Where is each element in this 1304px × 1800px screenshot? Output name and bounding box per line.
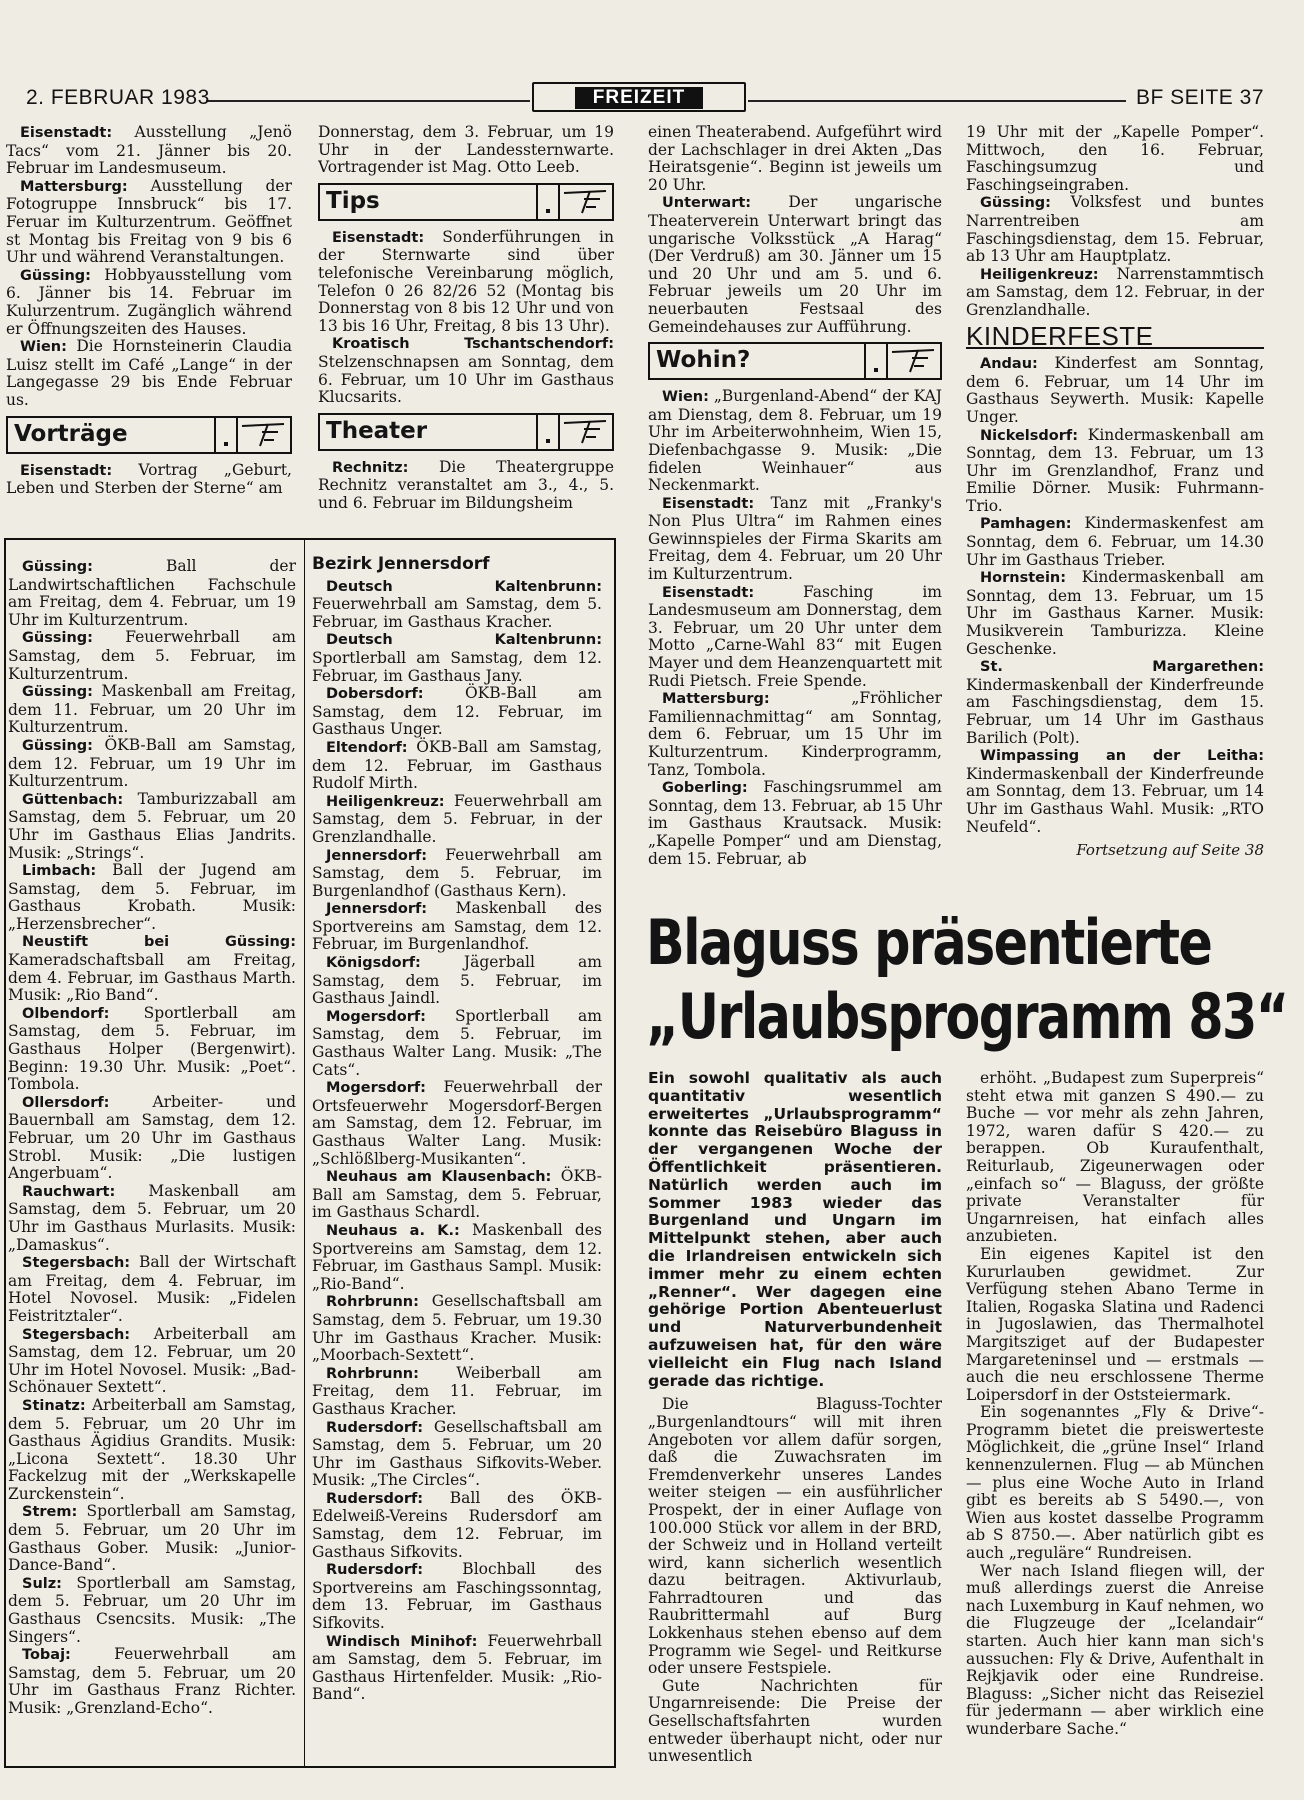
- ball-entry: [312, 1079, 602, 1168]
- event-details: Feuerwehrball der Ortsfeuerwehr Mogersdorf-Bergen am Samstag, dem 12. Februar, im Gasthaus Walter Lang. Musik: „Schlößlberg-Musikanten“.: [312, 1078, 602, 1168]
- wohin-entry: [648, 690, 942, 779]
- event-location: Tobaj:: [22, 1647, 71, 1664]
- event-location: Goberling:: [662, 780, 748, 797]
- event-location: St. Margarethen:: [980, 659, 1264, 676]
- event-location: Stegersbach:: [22, 1255, 131, 1272]
- ball-entry: [312, 631, 602, 685]
- article-left-column: [648, 1070, 942, 1770]
- wohin-entry: [648, 584, 942, 691]
- tips-entry: [318, 335, 614, 406]
- kinderfest-entry: [966, 658, 1264, 747]
- section-heading-wohin: Wohin?: [648, 342, 942, 380]
- event-details: Maskenball am Samstag, dem 5. Februar, um 20 Uhr im Gasthaus Murlasits. Musik: „Damaskus“.: [8, 1181, 296, 1254]
- event-location: Mattersburg:: [20, 178, 128, 195]
- ball-entry: [312, 685, 602, 739]
- event-location: Kroatisch Tschantschendorf:: [332, 336, 614, 353]
- event-location: Andau:: [980, 356, 1038, 373]
- ball-listings-divider: [304, 538, 305, 1768]
- event-location: Güssing:: [22, 737, 93, 754]
- ball-entry: [312, 954, 602, 1008]
- event-location: Rudersdorf:: [326, 1490, 424, 1507]
- headline-line-1: Blaguss präsentierte: [646, 906, 1212, 979]
- ball-entry: [312, 1293, 602, 1364]
- event-details: Feuerwehrball am Samstag, dem 5. Februar, in der Grenzlandhalle.: [312, 791, 602, 846]
- event-location: Strem:: [22, 1504, 78, 1521]
- kinderfest-entry: [966, 427, 1264, 516]
- exhibition-entry: [6, 178, 292, 267]
- event-details: Maskenball des Sportvereins am Samstag, dem 12. Februar, im Burgenlandhof.: [312, 899, 602, 954]
- event-details: Der ungarische Theaterverein Unterwart bringt das ungarische Volksstück „A Harag“ (Der Verdruß) am 30. Jänner um 15 und 20 Uhr und am 5. und 6. Februar jeweils um 20 Uhr im neuerbauten Festsaal des Gemeindehauses zur Aufführung.: [648, 193, 942, 336]
- ball-entry: [8, 1005, 296, 1094]
- event-location: Güssing:: [22, 630, 93, 647]
- ball-entry: [8, 683, 296, 737]
- event-details: Faschingsrummel am Sonntag, dem 13. Februar, ab 15 Uhr im Gasthaus Krautsack. Musik: „Kapelle Pomper“ und am Dienstag, dem 15. Februar, ab: [648, 778, 942, 868]
- event-details: „Burgenland-Abend“ der KAJ am Dienstag, dem 8. Februar, um 19 Uhr im Arbeiterwohnheim, Wien 15, Diefenbachgasse 9. Musik: „Die fidelen Weinhauer“ aus Neckenmarkt.: [648, 387, 942, 495]
- event-location: Eisenstadt:: [20, 125, 113, 141]
- event-details: Feuerwehrball am Samstag, dem 5. Februar, im Gasthaus Kracher.: [312, 595, 602, 631]
- event-details: Sonderführungen in der Sternwarte sind über telefonische Vereinbarung möglich, Telefon 0 26 82/26 52 (Montag bis Donnerstag von 8 bis 12 Uhr und von 13 bis 16 Uhr, Freitag, 8 bis 13 Uhr).: [318, 227, 614, 335]
- event-details: Ball der Jugend am Samstag, dem 5. Februar, im Gasthaus Krobath. Musik: „Herzensbrecher“.: [8, 861, 296, 933]
- kinderfest-entry: [966, 355, 1264, 426]
- ball-entry: [312, 793, 602, 847]
- event-location: Sulz:: [22, 1575, 62, 1592]
- wohin-entry: [648, 495, 942, 584]
- event-details: Arbeiter- und Bauernball am Samstag, dem 12. Februar, um 20 Uhr im Gasthaus Strobl. Musik: „Die lustigen Angerbuam“.: [8, 1092, 296, 1183]
- event-location: Pamhagen:: [980, 516, 1072, 533]
- column-guessing-balls: [8, 558, 296, 1758]
- wohin-entry: [648, 388, 942, 495]
- event-location: Deutsch Kaltenbrunn:: [326, 632, 602, 649]
- ball-entry: [312, 1561, 602, 1632]
- event-details: Maskenball am Freitag, dem 11. Februar, um 20 Uhr im Kulturzentrum.: [8, 682, 296, 737]
- ball-entry: [8, 1575, 296, 1646]
- wohin-continued: 19 Uhr mit der „Kapelle Pomper“. Mittwoch, den 16. Februar, Faschingsumzug und Faschingseingraben.: [966, 124, 1264, 194]
- event-location: Wien:: [662, 389, 709, 406]
- tips-entry: [318, 229, 614, 336]
- event-details: Maskenball des Sportvereins am Samstag, dem 12. Februar, im Gasthaus Sampl. Musik: „Rio-Band“.: [312, 1220, 602, 1293]
- event-details: Feuerwehrball am Samstag, dem 5. Februar, um 20 Uhr im Gasthaus Franz Richter. Musik: „Grenzland-Echo“.: [8, 1645, 296, 1717]
- event-location: Eltendorf:: [326, 739, 408, 756]
- issue-date: 2. FEBRUAR 1983: [26, 86, 210, 109]
- article-paragraph: Wer nach Island fliegen will, der muß allerdings zuerst die Anreise nach Luxemburg in Kauf nehmen, wo die Flugzeuge der „Icelandair“ starten. Auch hier kann man sich's aussuchen: Fly & Drive, Aufenthalt in Rejkjavik oder eine Rundreise. Blaguss: „Sicher nicht das Reiseziel für jedermann — aber wirklich eine wunderbare Sache.“: [966, 1561, 1264, 1738]
- ball-entry: [8, 1254, 296, 1325]
- event-location: Neustift bei Güssing:: [22, 934, 296, 951]
- event-location: Wimpassing an der Leitha:: [980, 748, 1264, 765]
- event-details: Tanz mit „Franky's Non Plus Ultra“ im Rahmen eines Gewinnspieles der Firma Skarits am Freitag, dem 4. Februar, um 20 Uhr im Kulturzentrum.: [648, 493, 942, 584]
- section-heading-vortraege: Vorträge: [6, 416, 292, 454]
- ball-entry: [8, 1503, 296, 1574]
- theater-entry: [648, 194, 942, 336]
- event-location: Güssing:: [22, 684, 93, 701]
- event-location: Mattersburg:: [662, 691, 770, 708]
- event-details: Sportlerball am Samstag, dem 5. Februar, im Gasthaus Holper (Bergenwirt). Beginn: 19.30 Uhr. Musik: „Poet“. Tombola.: [8, 1003, 296, 1094]
- event-details: Kindermaskenball der Kinderfreunde am Faschingsdienstag, dem 15. Februar, um 14 Uhr im Gasthaus Barilich (Polt).: [966, 675, 1264, 747]
- event-location: Nickelsdorf:: [980, 427, 1078, 444]
- exhibition-entry: [6, 338, 292, 409]
- ball-entry: [312, 847, 602, 901]
- event-location: Mogersdorf:: [326, 1008, 426, 1025]
- event-location: Rauchwart:: [22, 1183, 116, 1200]
- article-paragraph: Ein sogenanntes „Fly & Drive“-Programm bietet die preiswerteste Möglichkeit, die „grüne Insel“ Irland kennenzulernen. Flug — ab München — plus eine Woche Auto in Irland gibt es bereits ab S 5490.—, von Wien aus kostet dasselbe Programm ab S 8750.—. Aber natürlich gibt es auch „reguläre“ Rundreisen.: [966, 1403, 1264, 1563]
- event-location: Hornstein:: [980, 570, 1067, 587]
- fasching-entry: [966, 194, 1264, 265]
- kinderfest-entry: [966, 569, 1264, 658]
- ball-entry: [312, 578, 602, 632]
- exhibition-entry: [6, 124, 292, 178]
- event-details: Weiberball am Freitag, dem 11. Februar, im Gasthaus Kracher.: [312, 1363, 602, 1418]
- article-headline: [646, 906, 1288, 1066]
- kinderfest-entry: [966, 747, 1264, 836]
- article-right-column: [966, 1070, 1264, 1770]
- article-lead: Ein sowohl qualitativ als auch quantitativ wesentlich erweitertes „Urlaubsprogramm“ konnte das Reisebüro Blaguss in der vergangenen Woche der Öffentlichkeit präsentieren. Natürlich werden auch im Sommer 1983 wieder das Burgenland und Ungarn im Mittelpunkt stehen, aber auch die Irlandreisen entwickeln sich immer mehr zu einem echten „Renner“. Wer dagegen eine gehörige Portion Abenteuerlust und Naturverbundenheit aufzuweisen hat, für den wäre vielleicht ein Flug nach Island gerade das richtige.: [648, 1070, 942, 1390]
- event-location: Güttenbach:: [22, 791, 124, 808]
- event-details: Kindermaskenball am Sonntag, dem 13. Februar, um 13 Uhr im Grenzlandhof, Franz und Emilie Dörner. Musik: Fuhrmann-Trio.: [966, 425, 1264, 515]
- event-details: Hobbyausstellung vom 6. Jänner bis 14. Februar im Kulurzentrum. Zugänglich während er Öffnungszeiten des Hauses.: [6, 265, 292, 338]
- district-heading: Bezirk Jennersdorf: [312, 554, 490, 574]
- event-details: Ausstellung „Jenö Tacs“ vom 21. Jänner bis 20. Februar im Landesmuseum.: [6, 124, 292, 178]
- event-details: ÖKB-Ball am Samstag, dem 12. Februar, im Gasthaus Rudolf Mirth.: [312, 737, 602, 793]
- ball-entry: [312, 1008, 602, 1079]
- article-paragraph: erhöht. „Budapest zum Superpreis“ steht etwa mit ganzen S 490.— zu Buche — vor mehr als zehn Jahren, 1972, waren dafür S 420.— zu berappen. Ob Kuraufenthalt, Reiturlaub, Zigeunerwagen oder „einfach so“ — Blaguss, der größte private Veranstalter für Ungarnreisen, hat einfach alles anzubieten.: [966, 1070, 1264, 1246]
- event-location: Olbendorf:: [22, 1005, 110, 1022]
- event-details: Ball des ÖKB-Edelweiß-Vereins Rudersdorf am Samstag, dem 12. Februar, im Gasthaus Sifkovits.: [312, 1488, 602, 1561]
- ball-entry: [312, 1222, 602, 1293]
- pointing-hand-icon: [888, 344, 940, 378]
- ball-entry: [8, 737, 296, 791]
- header-rule-left: [206, 100, 530, 102]
- pointing-hand-icon: [560, 185, 612, 219]
- event-location: Ollersdorf:: [22, 1094, 110, 1111]
- event-details: Blochball des Sportvereins am Faschingssonntag, dem 13. Februar, im Gasthaus Sifkovits.: [312, 1560, 602, 1633]
- event-location: Eisenstadt:: [332, 229, 425, 246]
- pointing-hand-icon: [238, 418, 290, 452]
- event-details: Ball der Wirtschaft am Freitag, dem 4. Februar, im Hotel Novosel. Musik: „Fidelen Feistritztaler“.: [8, 1253, 296, 1325]
- event-details: Kindermaskenfest am Sonntag, dem 6. Februar, um 14.30 Uhr im Gasthaus Trieber.: [966, 514, 1264, 569]
- event-location: Deutsch Kaltenbrunn:: [326, 578, 602, 595]
- article-paragraph: Gute Nachrichten für Ungarnreisende: Die Preise der Gesellschaftsfahrten wurden entweder überhaupt nicht, oder nur unwesentlich: [648, 1676, 942, 1766]
- ball-entry: [8, 1397, 296, 1504]
- headline-line-2: „Urlaubsprogramm 83“: [646, 980, 1288, 1053]
- event-details: ÖKB-Ball am Samstag, dem 12. Februar, im Gasthaus Unger.: [312, 684, 602, 739]
- ball-entry: [8, 933, 296, 1004]
- event-details: Ball der Landwirtschaftlichen Fachschule am Freitag, dem 4. Februar, um 19 Uhr im Kulturzentrum.: [8, 558, 296, 629]
- ball-entry: [312, 739, 602, 793]
- kinderfest-entry: [966, 515, 1264, 569]
- event-location: Heiligenkreuz:: [980, 266, 1099, 283]
- event-location: Güssing:: [20, 267, 91, 284]
- ball-entry: [8, 1326, 296, 1397]
- column-kinderfeste: [966, 124, 1264, 896]
- article-paragraph: Die Blaguss-Tochter „Burgenlandtours“ will mit ihren Angeboten vor allem dafür sorgen, daß die Zuwachsraten im Fremdenverkehr unseres Landes weiter steigen — ein ausführlicher Prospekt, der in einer Auflage von 100.000 Stück vor allem in der BRD, der Schweiz und in Holland verteilt wird, kann sicherlich wesentlich dazu beitragen. Aktivurlaub, Fahrradtouren und das Raubrittermahl auf Burg Lokkenhaus stehen ebenso auf dem Programm wie Segel- und Reitkurse oder unsere Festspiele.: [648, 1395, 942, 1678]
- event-details: Gesellschaftsball am Samstag, dem 5. Februar, um 20 Uhr im Gasthaus Sifkovits-Weber. Musik: „The Circles“.: [312, 1417, 602, 1490]
- event-details: Stelzenschnapsen am Sonntag, dem 6. Februar, um 10 Uhr im Gasthaus Klucsarits.: [318, 352, 614, 407]
- section-label: FREIZEIT: [532, 82, 746, 112]
- ball-entry: [8, 791, 296, 862]
- ball-entry: [8, 1183, 296, 1254]
- event-details: Feuerwehrball am Samstag, dem 5. Februar, im Gasthaus Hirtenfelder. Musik: „Rio-Band“.: [312, 1631, 602, 1704]
- event-location: Unterwart:: [662, 195, 752, 212]
- event-details: Kindermaskenball der Kinderfreunde am Sonntag, dem 13. Februar, um 14 Uhr im Gasthaus Wahl. Musik: „RTO Neufeld“.: [966, 764, 1264, 836]
- event-location: Wien:: [20, 339, 67, 356]
- event-location: Stinatz:: [22, 1397, 86, 1414]
- ball-entry: [312, 1365, 602, 1419]
- event-details: Feuerwehrball am Samstag, dem 5. Februar, im Burgenlandhof (Gasthaus Kern).: [312, 845, 602, 900]
- ball-entry: [8, 1646, 296, 1717]
- exhibition-entry: [6, 267, 292, 338]
- theater-continued: einen Theaterabend. Aufgeführt wird der Lachschlager in drei Akten „Das Heiratsgenie“. Beginn ist jeweils um 20 Uhr.: [648, 124, 942, 194]
- event-location: Eisenstadt:: [662, 584, 755, 601]
- event-details: Sportlerball am Samstag, dem 5. Februar, um 20 Uhr im Gasthaus Gober. Musik: „Junior-Dance-Band“.: [8, 1502, 296, 1575]
- event-location: Jennersdorf:: [326, 847, 428, 864]
- column-tips: [318, 124, 614, 534]
- event-details: Gesellschaftsball am Samstag, dem 5. Februar, um 19.30 Uhr im Gasthaus Kracher. Musik: „Moorbach-Sextett“.: [312, 1292, 602, 1365]
- event-location: Königsdorf:: [326, 955, 421, 972]
- event-location: Güssing:: [22, 559, 93, 575]
- event-details: Jägerball am Samstag, dem 5. Februar, im Gasthaus Jaindl.: [312, 953, 602, 1008]
- event-details: Fasching im Landesmuseum am Donnerstag, dem 3. Februar, um 20 Uhr unter dem Motto „Carne-Wahl 83“ mit Eugen Mayer und dem Heanzenquartett mit Rudi Pietsch. Freie Spende.: [648, 582, 942, 690]
- section-heading-theater: Theater: [318, 413, 614, 451]
- event-details: Arbeiterball am Samstag, dem 12. Februar, um 20 Uhr im Hotel Novosel. Musik: „Bad-Schönauer Sextett“.: [8, 1324, 296, 1397]
- event-location: Limbach:: [22, 863, 97, 880]
- event-location: Stegersbach:: [22, 1326, 131, 1343]
- event-location: Dobersdorf:: [326, 686, 424, 703]
- ball-entry: [8, 558, 296, 629]
- event-details: Kameradschaftsball am Freitag, dem 4. Februar, im Gasthaus Marth. Musik: „Rio Band“.: [8, 951, 296, 1005]
- event-location: Neuhaus am Klausenbach:: [326, 1169, 552, 1186]
- event-location: Windisch Minihof:: [326, 1633, 478, 1650]
- event-details: Kindermaskenball am Sonntag, dem 13. Februar, um 15 Uhr im Gasthaus Karner. Musik: Musikverein Tamburizza. Kleine Geschenke.: [966, 568, 1264, 658]
- event-details: Kinderfest am Sonntag, dem 6. Februar, um 14 Uhr im Gasthaus Seywerth. Musik: Kapelle Unger.: [966, 354, 1264, 426]
- event-details: ÖKB-Ball am Samstag, dem 12. Februar, um 19 Uhr im Kulturzentrum.: [8, 735, 296, 791]
- column-jennersdorf-balls: [312, 552, 602, 1762]
- event-location: Rudersdorf:: [326, 1562, 424, 1579]
- event-details: Sportlerball am Samstag, dem 12. Februar, im Gasthaus Jany.: [312, 648, 602, 685]
- article-paragraph: Ein eigenes Kapitel ist den Kururlauben gewidmet. Zur Verfügung stehen Abano Terme in Italien, Rogaska Slatina und Radenci in Jugoslawien, das Thermalhotel Margitsziget auf der Budapester Margareteninsel und — erstmals — auch die neu erschlossene Therme Loipersdorf in der Oststeiermark.: [966, 1244, 1264, 1404]
- event-location: Güssing:: [980, 195, 1051, 212]
- ball-entry: [312, 1419, 602, 1490]
- tips-intro: Donnerstag, dem 3. Februar, um 19 Uhr in der Landessternwarte. Vortragender ist Mag. Otto Leeb.: [318, 124, 614, 177]
- ball-entry: [312, 1490, 602, 1561]
- event-location: Rohrbrunn:: [326, 1294, 419, 1311]
- event-details: Die Hornsteinerin Claudia Luisz stellt im Café „Lange“ in der Langegasse 29 bis Ende Februar us.: [6, 337, 292, 409]
- event-details: Sportlerball am Samstag, dem 5. Februar, im Gasthaus Walter Lang. Musik: „The Cats“.: [312, 1006, 602, 1079]
- column-exhibitions: [6, 124, 292, 534]
- event-details: ÖKB-Ball am Samstag, dem 5. Februar, im Gasthaus Schardl.: [312, 1167, 602, 1222]
- header-rule-right: [748, 100, 1126, 102]
- event-location: Mogersdorf:: [326, 1080, 426, 1097]
- event-details: Feuerwehrball am Samstag, dem 5. Februar, im Kulturzentrum.: [8, 628, 296, 683]
- event-location: Heiligenkreuz:: [326, 793, 445, 810]
- event-details: Narrenstammtisch am Samstag, dem 12. Februar, in der Grenzlandhalle.: [966, 264, 1264, 319]
- event-details: Tamburizzaball am Samstag, dem 5. Februar, um 20 Uhr im Gasthaus Elias Jandrits. Musik: „Strings“.: [8, 789, 296, 862]
- continued-note: Fortsetzung auf Seite 38: [1076, 841, 1264, 860]
- event-location: Eisenstadt:: [662, 495, 755, 512]
- event-location: Neuhaus a. K.:: [326, 1222, 460, 1239]
- ball-entry: [312, 1633, 602, 1704]
- event-details: „Fröhlicher Familiennachmittag“ am Sonntag, dem 6. Februar, um 15 Uhr im Kulturzentrum. Kinderprogramm, Tanz, Tombola.: [648, 689, 942, 779]
- theater-entry: Rechnitz: Die Theatergruppe Rechnitz veranstaltet am 3., 4., 5. und 6. Februar im Bildungsheim: [318, 457, 614, 512]
- ball-entry: [8, 629, 296, 683]
- wohin-entry: [648, 779, 942, 868]
- vortraege-entry: Eisenstadt: Vortrag „Geburt, Leben und Sterben der Sterne“ am: [6, 460, 292, 498]
- event-location: Rudersdorf:: [326, 1419, 424, 1436]
- section-heading-kinderfeste: KINDERFESTE: [966, 328, 1264, 350]
- event-location: Rohrbrunn:: [326, 1365, 419, 1382]
- event-details: Arbeiterball am Samstag, dem 5. Februar, um 20 Uhr im Gasthaus Ägidius Grandits. Musik: „Licona Sextett“. 18.30 Uhr Fackelzug mit der „Werkskapelle Zurckenstein“.: [8, 1395, 296, 1503]
- ball-entry: [8, 1094, 296, 1183]
- section-heading-tips: Tips: [318, 183, 614, 221]
- column-wohin: [648, 124, 942, 896]
- event-details: Ausstellung der Fotogruppe Innsbruck“ bis 17. Feruar im Kulturzentrum. Geöffnet st Montag bis Freitag von 9 bis 6 Uhr und während Veranstaltungen.: [6, 176, 292, 267]
- ball-entry: [312, 900, 602, 954]
- event-location: Jennersdorf:: [326, 901, 428, 918]
- pointing-hand-icon: [560, 415, 612, 449]
- ball-entry: [8, 862, 296, 933]
- event-details: Volksfest und buntes Narrentreiben am Faschingsdienstag, dem 15. Februar, ab 13 Uhr am Hauptplatz.: [966, 193, 1264, 266]
- page-number: BF SEITE 37: [1135, 86, 1264, 109]
- event-details: Sportlerball am Samstag, dem 5. Februar, um 20 Uhr im Gasthaus Csencsits. Musik: „The Singers“.: [8, 1573, 296, 1646]
- ball-entry: [312, 1168, 602, 1222]
- fasching-entry: [966, 266, 1264, 320]
